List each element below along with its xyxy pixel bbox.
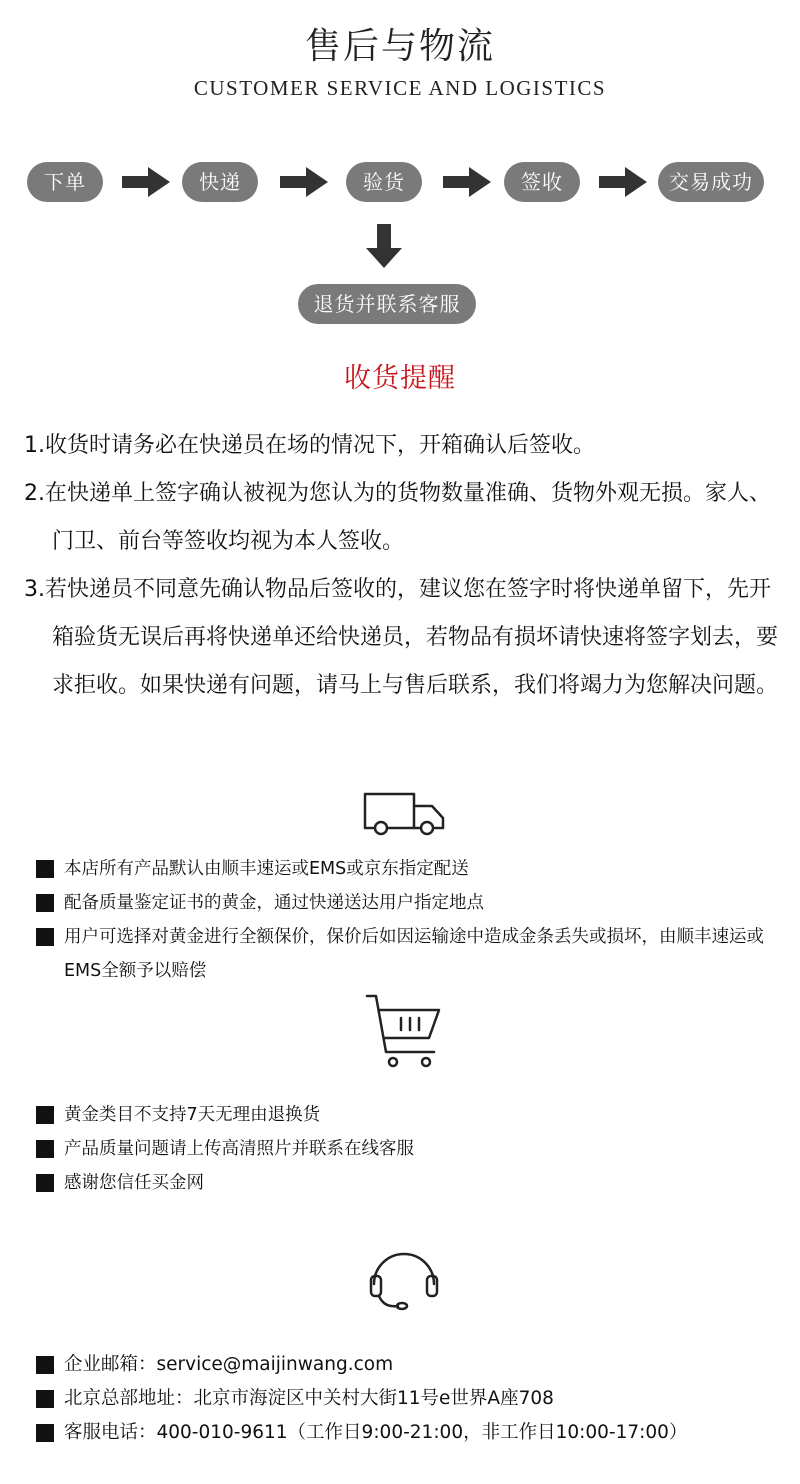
list-item bbox=[36, 1416, 776, 1450]
bullet-square bbox=[36, 1140, 54, 1158]
bullet-square bbox=[36, 1356, 54, 1374]
bullet-square bbox=[36, 928, 54, 946]
contact-email: 企业邮箱：service@maijinwang.com bbox=[64, 1354, 394, 1375]
arrow-right-icon bbox=[599, 167, 647, 197]
reminder-title: 收货提醒 bbox=[344, 363, 456, 394]
contact-address: 北京总部地址：北京市海淀区中关村大街11号e世界A座708 bbox=[64, 1388, 554, 1409]
contact-list bbox=[36, 1348, 776, 1450]
flow-step-inspect: 验货 bbox=[346, 162, 422, 202]
flow-step-delivery: 快递 bbox=[182, 162, 258, 202]
arrow-right-icon bbox=[122, 167, 170, 197]
reminder-list bbox=[24, 422, 784, 710]
flow-step-order: 下单 bbox=[27, 162, 103, 202]
list-item: 产品质量问题请上传高清照片并联系在线客服 bbox=[36, 1132, 776, 1166]
bullet-square bbox=[36, 1106, 54, 1124]
page-title: 售后与物流 bbox=[304, 26, 495, 67]
reminder-item: 2.在快递单上签字确认被视为您认为的货物数量准确、货物外观无损。家人、门卫、前台等签收均视为本人签收。 bbox=[24, 481, 771, 554]
reminder-item: 3.若快递员不同意先确认物品后签收的，建议您在签字时将快递单留下，先开箱验货无误后再将快递单还给快递员，若物品有损坏请快速将签字划去，要求拒收。如果快递有问题，请马上与售后联系，我们将竭力为您解决问题。 bbox=[24, 577, 779, 698]
shopping-cart-icon bbox=[364, 992, 444, 1070]
list-item: 感谢您信任买金网 bbox=[36, 1166, 776, 1200]
flow-step-sign: 签收 bbox=[504, 162, 580, 202]
list-item: 配备质量鉴定证书的黄金，通过快递送达用户指定地点 bbox=[36, 886, 776, 920]
list-item: 黄金类目不支持7天无理由退换货 bbox=[36, 1098, 776, 1132]
list-item bbox=[36, 1348, 776, 1382]
bullet-square bbox=[36, 1174, 54, 1192]
headset-icon bbox=[366, 1240, 442, 1314]
arrow-right-icon bbox=[280, 167, 328, 197]
returns-list bbox=[36, 1098, 776, 1200]
bullet-square bbox=[36, 894, 54, 912]
arrow-down-icon bbox=[366, 224, 402, 268]
arrow-right-icon bbox=[443, 167, 491, 197]
bullet-square bbox=[36, 860, 54, 878]
list-item: 用户可选择对黄金进行全额保价，保价后如因运输途中造成金条丢失或损坏，由顺丰速运或EMS全额予以赔偿 bbox=[36, 920, 776, 988]
list-item: 本店所有产品默认由顺丰速运或EMS或京东指定配送 bbox=[36, 852, 776, 886]
contact-phone: 客服电话：400-010-9611（工作日9:00-21:00，非工作日10:00-17:00） bbox=[64, 1422, 688, 1443]
list-item bbox=[36, 1382, 776, 1416]
bullet-square bbox=[36, 1390, 54, 1408]
flow-branch-return: 退货并联系客服 bbox=[298, 284, 476, 324]
flow-step-complete: 交易成功 bbox=[658, 162, 764, 202]
page-subtitle: CUSTOMER SERVICE AND LOGISTICS bbox=[193, 76, 607, 100]
reminder-item: 1.收货时请务必在快递员在场的情况下，开箱确认后签收。 bbox=[24, 433, 595, 458]
bullet-square bbox=[36, 1424, 54, 1442]
truck-icon bbox=[360, 790, 448, 836]
shipping-list bbox=[36, 852, 776, 988]
